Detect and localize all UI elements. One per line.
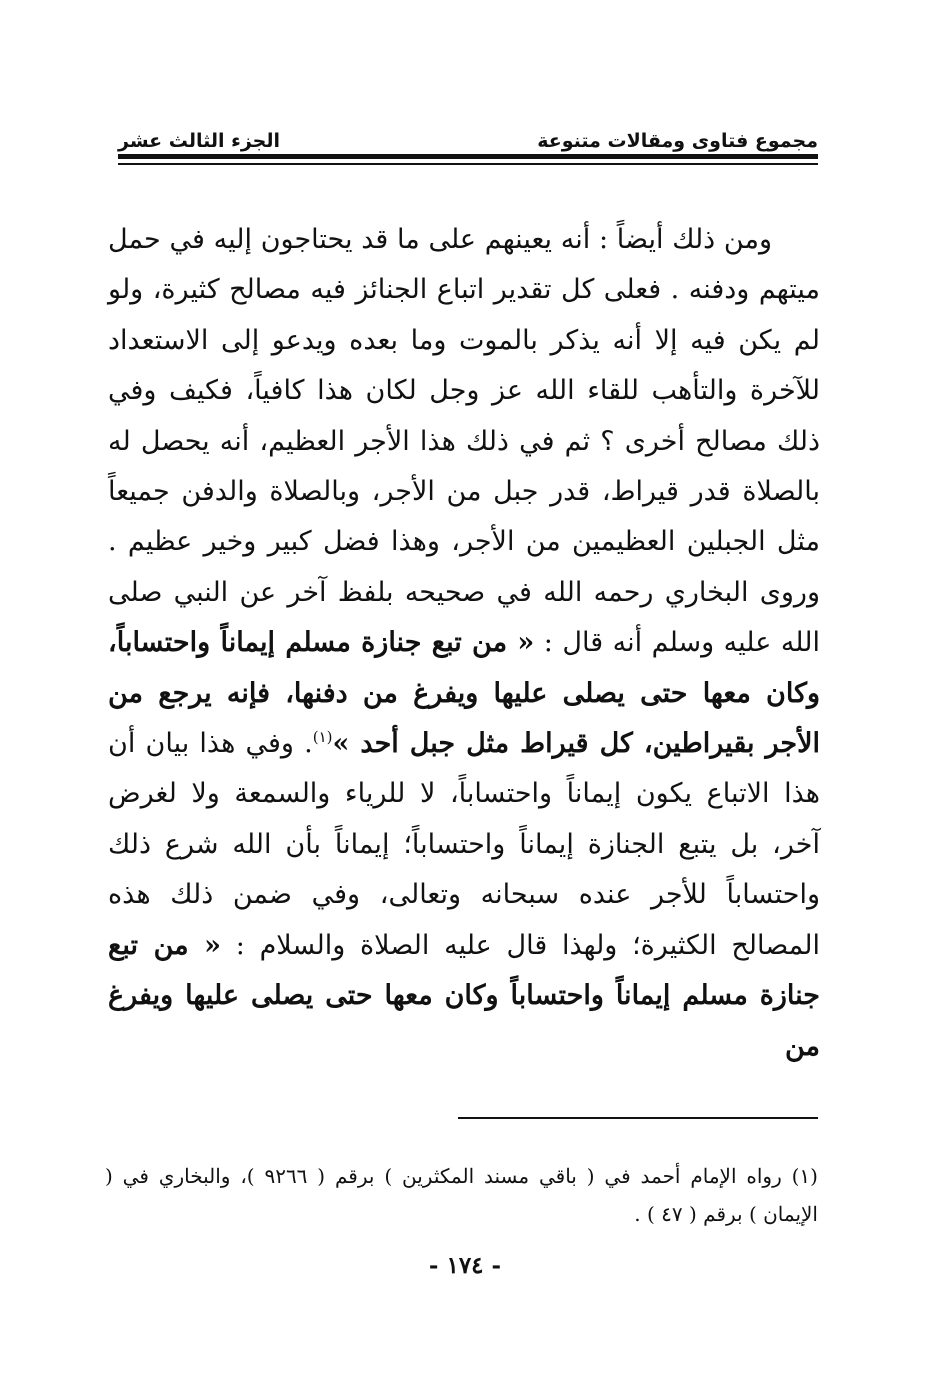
collection-title: مجموع فتاوى ومقالات متنوعة	[537, 130, 818, 152]
footnote-separator	[458, 1117, 818, 1119]
hadith-quote-2: « من تبع جنازة مسلم إيماناً واحتساباً وكان معها حتى يصلى عليها ويفرغ من	[108, 929, 820, 1062]
page-number: - ١٧٤ -	[428, 1252, 502, 1279]
footnote-reference: (١)	[312, 728, 333, 747]
main-paragraph	[108, 215, 820, 1072]
text-part-2: . وفي هذا بيان أن هذا الاتباع يكون إيماناً واحتساباً، لا للرياء والسمعة ولا لغرض آخر، بل يتبع الجنازة إيماناً واحتساباً؛ إيماناً بأن الله شرع ذلك واحتساباً للأجر عنده سبحانه وتعالى، وفي ضمن ذلك هذه المصالح الكثيرة؛ ولهذا قال عليه الصلاة والسلام :	[108, 728, 820, 961]
main-text	[108, 215, 820, 1072]
footnote-text: (١) رواه الإمام أحمد في ( باقي مسند المكثرين ) برقم ( ٩٢٦٦ )، والبخاري في ( الإيمان ) برقم ( ٤٧ ) .	[105, 1164, 818, 1226]
header-rule-thick	[118, 154, 818, 159]
running-header	[118, 122, 818, 152]
header-rule-thin	[118, 163, 818, 165]
hadith-quote-1: « من تبع جنازة مسلم إيماناً واحتساباً، وكان معها حتى يصلى عليها ويفرغ من دفنها، فإنه يرجع من الأجر بقيراطين، كل قيراط مثل جبل أحد »	[108, 627, 820, 760]
text-part-1: ومن ذلك أيضاً : أنه يعينهم على ما قد يحتاجون إليه في حمل ميتهم ودفنه . فعلى كل تقدير اتباع الجنائز فيه مصالح كثيرة، ولو لم يكن فيه إلا أنه يذكر بالموت وما بعده ويدعو إلى الاستعداد للآخرة والتأهب للقاء الله عز وجل لكان هذا كافياً، فكيف وفي ذلك مصالح أخرى ؟ ثم في ذلك هذا الأجر العظيم، أنه يحصل له بالصلاة قدر قيراط، قدر جبل من الأجر، وبالصلاة والدفن جميعاً مثل الجبلين العظيمين من الأجر، وهذا فضل كبير وخير عظيم . وروى البخاري رحمه الله في صحيحه بلفظ آخر عن النبي صلى الله عليه وسلم أنه قال :	[108, 224, 820, 659]
footnote	[105, 1157, 818, 1233]
volume-title: الجزء الثالث عشر	[118, 130, 281, 152]
